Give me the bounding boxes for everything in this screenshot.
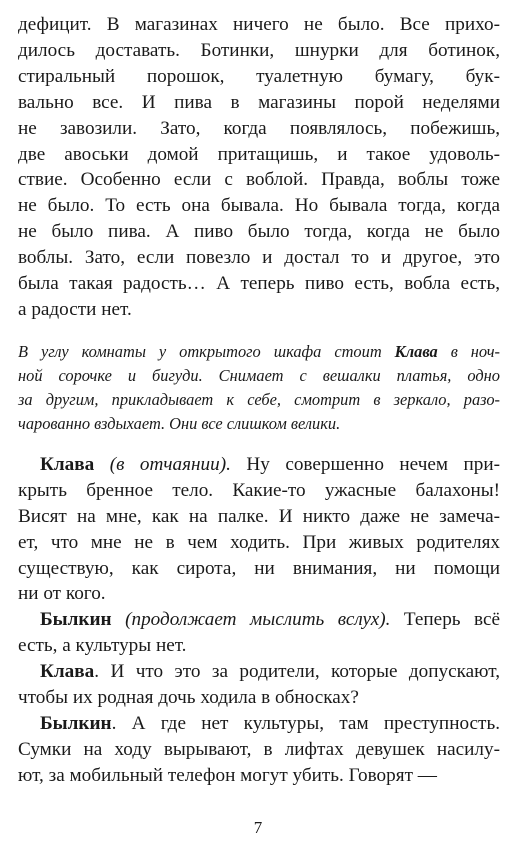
text-line: дефицит. В магазинах ничего не было. Все прихо- — [18, 14, 500, 35]
speaker-name: Былкин — [40, 609, 112, 631]
dialogue — [18, 452, 500, 789]
dialogue-line — [18, 711, 500, 737]
speaker-direction: (продолжает мыслить вслух). — [111, 609, 391, 631]
speech: Ну совершенно нечем при- — [230, 453, 500, 475]
text-line: не было. То есть она бывала. Но бывала тогда, когда — [18, 195, 500, 217]
speech: Теперь всё — [390, 609, 501, 631]
stage-pre: В углу комнаты у открытого шкафа стоит — [18, 341, 395, 361]
text-line: крыть бренное тело. Какие-то ужасные балахоны! — [18, 479, 500, 501]
text-line: дилось доставать. Ботинки, шнурки для ботинок, — [18, 39, 500, 61]
text-line: ствие. Особенно если с воблой. Правда, воблы тоже — [18, 169, 500, 191]
speech: . И что это за родители, которые допускают, — [94, 661, 500, 683]
speaker-name: Клава — [40, 661, 95, 683]
text-line: а радости нет. — [18, 298, 132, 320]
stage-line — [18, 340, 500, 364]
stage-line: за другим, прикладывает к себе, смотрит в зеркало, разо- — [18, 389, 500, 409]
speech: . А где нет культуры, там преступность. — [111, 712, 500, 734]
text-line: стиральный порошок, туалетную бумагу, бук- — [18, 65, 500, 87]
speaker-name: Былкин — [40, 712, 112, 734]
text-line: ет, что мне не в чем ходить. При живых родителях — [18, 531, 500, 553]
stage-rest: в ноч- — [437, 341, 500, 361]
text-line: существую, как сирота, ни внимания, ни помощи — [18, 557, 500, 579]
text-line: ют, за мобильный телефон могут убить. Говорят — — [18, 764, 437, 786]
stage-line: ной сорочке и бигуди. Снимает с вешалки платья, одно — [18, 365, 500, 385]
dialogue-line — [18, 452, 500, 478]
dialogue-line — [18, 607, 500, 633]
narrative-text — [18, 12, 500, 323]
text-line: была такая радость… А теперь пиво есть, вобла есть, — [18, 273, 500, 295]
text-line: воблы. Зато, если повезло и достал то и другое, это — [18, 247, 500, 269]
text-line: не завозили. Зато, когда появлялось, побежишь, — [18, 117, 500, 139]
stage-line: чарованно вздыхает. Они все слишком велики. — [18, 413, 341, 433]
page-number: 7 — [253, 818, 263, 837]
text-line: Сумки на ходу вырывают, в лифтах девушек насилу- — [18, 738, 500, 760]
text-line: не было пива. А пиво было тогда, когда не было — [18, 221, 500, 243]
text-line: вально все. И пива в магазины порой неделями — [18, 91, 500, 113]
text-line: ни от кого. — [18, 583, 106, 605]
text-line: Висят на мне, как на палке. И никто даже не замеча- — [18, 505, 500, 527]
character-name: Клава — [394, 341, 438, 361]
dialogue-line — [18, 659, 500, 685]
text-line: есть, а культуры нет. — [18, 635, 187, 657]
stage-direction — [18, 340, 500, 436]
book-page — [18, 12, 500, 789]
text-line: чтобы их родная дочь ходила в обносках? — [18, 687, 359, 709]
speaker-direction: (в отчаянии). — [94, 453, 231, 475]
text-line: две авоськи домой притащишь, и такое удоволь- — [18, 143, 500, 165]
speaker-name: Клава — [40, 453, 95, 475]
